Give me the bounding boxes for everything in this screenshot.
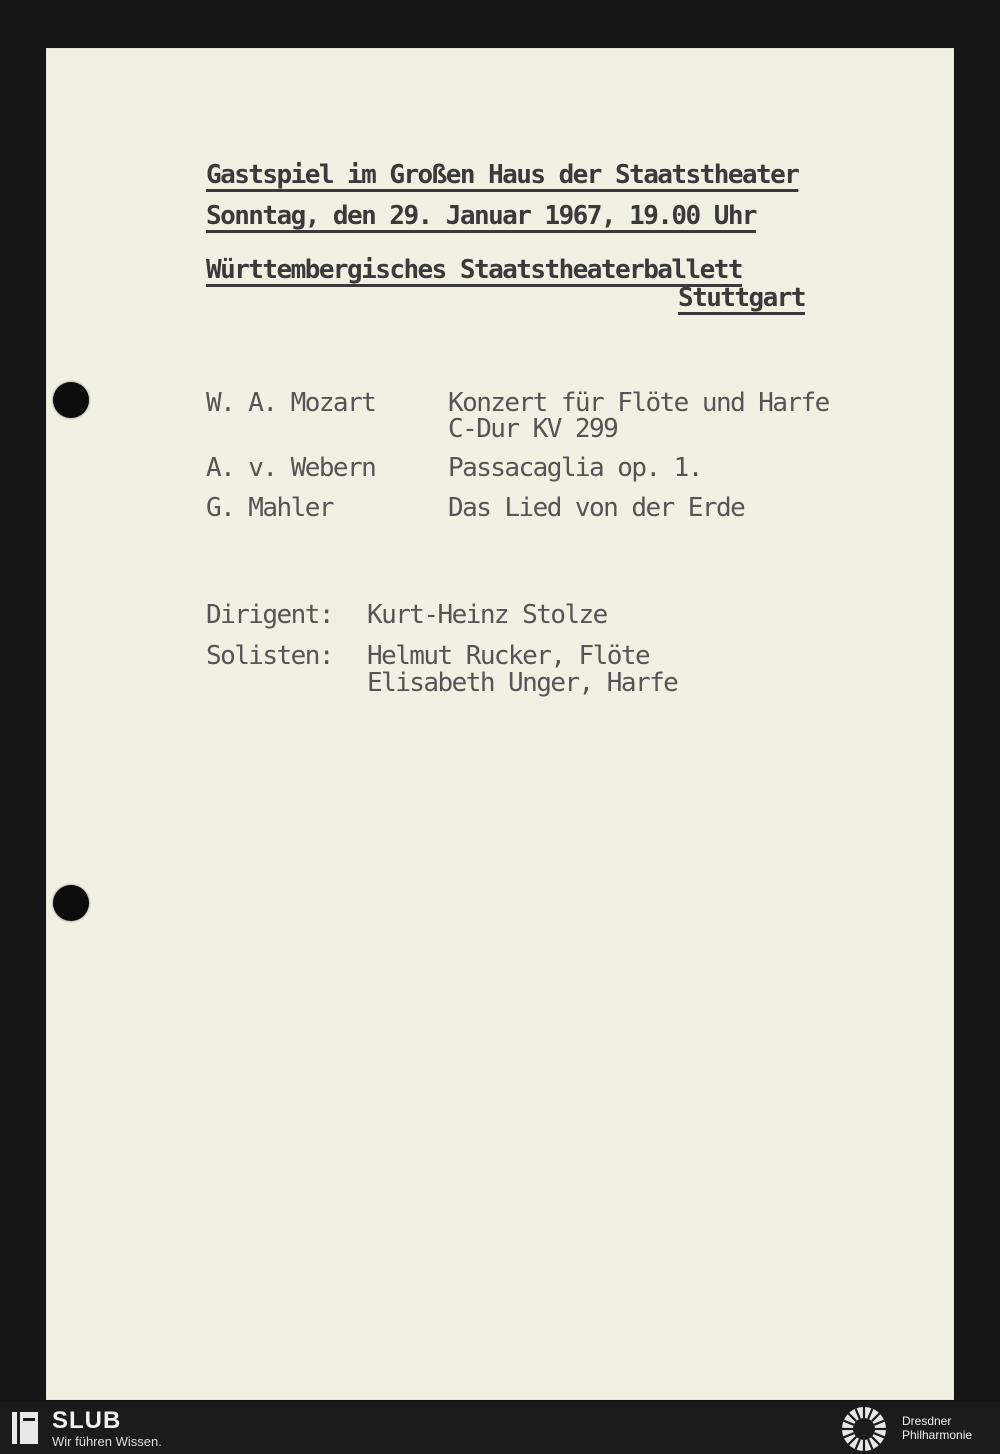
- punch-hole-top: [53, 382, 89, 418]
- program-composer-3: G. Mahler: [206, 493, 333, 523]
- library-tagline: Wir führen Wissen.: [52, 1434, 162, 1449]
- punch-hole-bottom: [53, 885, 89, 921]
- conductor-name: Kurt-Heinz Stolze: [367, 600, 607, 630]
- partner-name: [902, 1414, 972, 1442]
- soloist-1: Helmut Rucker, Flöte: [367, 641, 650, 671]
- book-icon: [10, 1410, 40, 1446]
- ensemble-line-2: Stuttgart: [678, 283, 805, 313]
- soloist-2: Elisabeth Unger, Harfe: [367, 668, 678, 698]
- soloists-label: Solisten:: [206, 641, 333, 671]
- program-composer-1: W. A. Mozart: [206, 388, 376, 418]
- footer-bar: [0, 1402, 1000, 1454]
- document-page: [46, 48, 954, 1400]
- partner-name-line-1: Dresdner: [902, 1414, 952, 1428]
- partner-name-line-2: Philharmonie: [902, 1428, 973, 1442]
- library-name: SLUB: [52, 1407, 122, 1434]
- program-work-1-line-2: C-Dur KV 299: [448, 414, 618, 444]
- heading-line-2: Sonntag, den 29. Januar 1967, 19.00 Uhr: [206, 201, 757, 231]
- program-work-2: Passacaglia op. 1.: [448, 453, 702, 483]
- program-composer-2: A. v. Webern: [206, 453, 376, 483]
- conductor-label: Dirigent:: [206, 600, 333, 630]
- heading-line-1: Gastspiel im Großen Haus der Staatstheater: [206, 160, 799, 190]
- program-work-3: Das Lied von der Erde: [448, 493, 745, 523]
- program-work-1: Konzert für Flöte und Harfe: [448, 388, 829, 418]
- sunburst-icon: [840, 1405, 888, 1453]
- ensemble-line-1: Württembergisches Staatstheaterballett: [206, 255, 742, 285]
